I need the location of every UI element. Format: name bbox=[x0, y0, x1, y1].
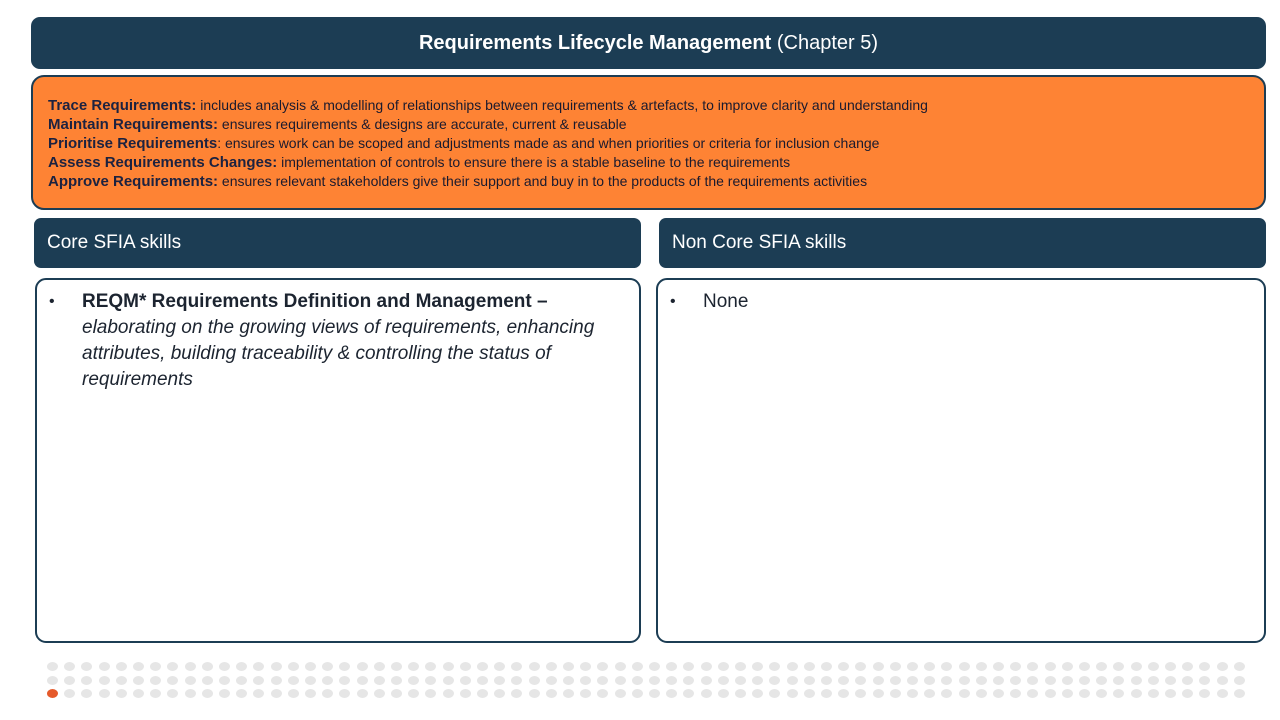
progress-dot bbox=[632, 662, 643, 671]
progress-dot bbox=[632, 676, 643, 685]
progress-dot bbox=[563, 662, 574, 671]
progress-dot bbox=[167, 662, 178, 671]
progress-dot bbox=[1096, 689, 1107, 698]
progress-dot bbox=[288, 662, 299, 671]
progress-dot bbox=[701, 676, 712, 685]
progress-dot bbox=[116, 676, 127, 685]
progress-dot bbox=[666, 662, 677, 671]
progress-dot bbox=[1148, 676, 1159, 685]
progress-dot bbox=[666, 689, 677, 698]
progress-dot bbox=[185, 676, 196, 685]
progress-dot bbox=[804, 662, 815, 671]
progress-dot bbox=[81, 676, 92, 685]
progress-dot bbox=[941, 662, 952, 671]
progress-dot bbox=[357, 689, 368, 698]
progress-dot bbox=[769, 662, 780, 671]
progress-dot bbox=[787, 676, 798, 685]
activities-panel bbox=[31, 75, 1266, 210]
progress-dot bbox=[185, 662, 196, 671]
non-core-skill-text: None bbox=[703, 291, 749, 312]
progress-dot bbox=[873, 676, 884, 685]
activity-term: Assess Requirements Changes: bbox=[48, 154, 278, 171]
progress-dot bbox=[1217, 689, 1228, 698]
progress-dot bbox=[374, 689, 385, 698]
progress-dot bbox=[1234, 689, 1245, 698]
progress-dot bbox=[1113, 662, 1124, 671]
progress-dot bbox=[81, 662, 92, 671]
progress-dot bbox=[1079, 689, 1090, 698]
progress-dot bbox=[1165, 662, 1176, 671]
progress-dot bbox=[477, 662, 488, 671]
progress-dot bbox=[477, 676, 488, 685]
progress-dot bbox=[99, 662, 110, 671]
activity-term: Maintain Requirements: bbox=[48, 116, 219, 133]
progress-dot bbox=[494, 662, 505, 671]
progress-dot bbox=[408, 662, 419, 671]
progress-dot bbox=[288, 689, 299, 698]
progress-dot bbox=[511, 676, 522, 685]
progress-dot bbox=[1199, 676, 1210, 685]
progress-dot bbox=[1045, 689, 1056, 698]
progress-dot bbox=[1062, 662, 1073, 671]
progress-dot bbox=[907, 676, 918, 685]
progress-dot bbox=[322, 662, 333, 671]
progress-dot bbox=[718, 689, 729, 698]
progress-dot bbox=[718, 662, 729, 671]
progress-dot bbox=[219, 689, 230, 698]
progress-dot bbox=[941, 676, 952, 685]
progress-dot bbox=[236, 662, 247, 671]
progress-dot bbox=[1096, 676, 1107, 685]
progress-dot bbox=[408, 689, 419, 698]
progress-dot bbox=[752, 662, 763, 671]
slide-title bbox=[31, 17, 1266, 69]
progress-dot bbox=[924, 676, 935, 685]
progress-dot bbox=[47, 662, 58, 671]
progress-dot bbox=[580, 689, 591, 698]
progress-dot bbox=[890, 676, 901, 685]
progress-dot bbox=[150, 676, 161, 685]
progress-dot bbox=[305, 676, 316, 685]
progress-dot bbox=[339, 689, 350, 698]
progress-dot bbox=[1096, 662, 1107, 671]
progress-dot bbox=[546, 662, 557, 671]
activity-desc: ensures relevant stakeholders give their support and buy in to the products of the requirements activities bbox=[218, 173, 868, 189]
progress-dot bbox=[271, 676, 282, 685]
progress-dot bbox=[391, 689, 402, 698]
progress-dot bbox=[1199, 662, 1210, 671]
bullet-icon: • bbox=[49, 293, 55, 310]
progress-dot bbox=[649, 662, 660, 671]
progress-dot bbox=[253, 676, 264, 685]
progress-dot bbox=[1062, 689, 1073, 698]
progress-dot bbox=[202, 662, 213, 671]
progress-dot bbox=[1234, 662, 1245, 671]
progress-dot bbox=[546, 676, 557, 685]
progress-dot bbox=[976, 676, 987, 685]
progress-dot bbox=[1113, 689, 1124, 698]
progress-dot bbox=[339, 676, 350, 685]
activity-term: Prioritise Requirements bbox=[48, 135, 218, 152]
progress-dot bbox=[99, 689, 110, 698]
progress-dot bbox=[529, 662, 540, 671]
progress-dot bbox=[1027, 676, 1038, 685]
progress-dot bbox=[322, 689, 333, 698]
progress-dot bbox=[443, 689, 454, 698]
activity-item bbox=[48, 96, 1264, 115]
core-skill-name: REQM* Requirements Definition and Management – bbox=[82, 291, 548, 312]
progress-dot bbox=[769, 689, 780, 698]
non-core-skills-box bbox=[656, 278, 1266, 643]
progress-dot bbox=[873, 662, 884, 671]
progress-dot bbox=[666, 676, 677, 685]
progress-dot bbox=[597, 662, 608, 671]
progress-dot bbox=[615, 676, 626, 685]
progress-dot bbox=[202, 689, 213, 698]
progress-dot bbox=[821, 662, 832, 671]
progress-dot bbox=[649, 689, 660, 698]
progress-dot bbox=[683, 689, 694, 698]
progress-dot bbox=[305, 689, 316, 698]
progress-dot bbox=[769, 676, 780, 685]
progress-dot bbox=[649, 676, 660, 685]
progress-dot bbox=[1199, 689, 1210, 698]
progress-dot bbox=[219, 676, 230, 685]
activity-desc: includes analysis & modelling of relationships between requirements & artefacts, to improve clarity and understanding bbox=[196, 97, 928, 113]
progress-dot bbox=[511, 689, 522, 698]
progress-dot bbox=[787, 662, 798, 671]
progress-dot bbox=[838, 676, 849, 685]
progress-dot bbox=[374, 662, 385, 671]
progress-dot bbox=[460, 689, 471, 698]
progress-dot bbox=[1079, 676, 1090, 685]
slide-title-chapter: (Chapter 5) bbox=[776, 31, 879, 54]
activity-desc: : ensures work can be scoped and adjustments made as and when priorities or criteria for inclusion change bbox=[217, 135, 880, 151]
progress-dot bbox=[597, 676, 608, 685]
slide-title-main: Requirements Lifecycle Management bbox=[418, 31, 772, 54]
activity-item bbox=[48, 153, 1264, 172]
progress-dot bbox=[1131, 689, 1142, 698]
progress-dot bbox=[116, 662, 127, 671]
progress-dot bbox=[1027, 662, 1038, 671]
progress-dot bbox=[357, 676, 368, 685]
progress-dot bbox=[253, 689, 264, 698]
progress-dot bbox=[993, 676, 1004, 685]
progress-dot bbox=[391, 662, 402, 671]
progress-dot bbox=[185, 689, 196, 698]
progress-dot bbox=[804, 689, 815, 698]
progress-dot bbox=[1148, 662, 1159, 671]
activity-desc: ensures requirements & designs are accurate, current & reusable bbox=[218, 116, 627, 132]
progress-dot bbox=[1045, 676, 1056, 685]
non-core-skills-header: Non Core SFIA skills bbox=[659, 218, 1266, 268]
progress-dot bbox=[1182, 662, 1193, 671]
progress-dot bbox=[133, 676, 144, 685]
core-skills-box bbox=[35, 278, 641, 643]
progress-dot bbox=[1182, 676, 1193, 685]
progress-dot bbox=[546, 689, 557, 698]
progress-dot bbox=[47, 689, 58, 698]
progress-dot bbox=[357, 662, 368, 671]
progress-dot bbox=[477, 689, 488, 698]
progress-dot bbox=[683, 676, 694, 685]
progress-dot bbox=[167, 676, 178, 685]
slide-progress-dots bbox=[47, 662, 1237, 702]
progress-dot bbox=[271, 662, 282, 671]
progress-dot bbox=[1027, 689, 1038, 698]
progress-dot bbox=[529, 689, 540, 698]
core-skill-description: elaborating on the growing views of requirements, enhancing attributes, building traceability & controlling the status of requirements bbox=[82, 317, 595, 390]
progress-dot bbox=[425, 689, 436, 698]
activity-term: Trace Requirements: bbox=[48, 97, 197, 114]
progress-dot bbox=[374, 676, 385, 685]
progress-dot bbox=[873, 689, 884, 698]
progress-dot bbox=[443, 676, 454, 685]
progress-dot bbox=[563, 689, 574, 698]
progress-dot bbox=[941, 689, 952, 698]
progress-dot bbox=[959, 689, 970, 698]
progress-dot bbox=[1165, 676, 1176, 685]
progress-dot bbox=[787, 689, 798, 698]
progress-dot bbox=[460, 662, 471, 671]
progress-dot bbox=[632, 689, 643, 698]
core-skill-item bbox=[49, 289, 629, 393]
progress-dot bbox=[47, 676, 58, 685]
progress-dot bbox=[890, 662, 901, 671]
progress-dot bbox=[99, 676, 110, 685]
progress-dot bbox=[64, 662, 75, 671]
progress-dot bbox=[1010, 676, 1021, 685]
progress-dot bbox=[219, 662, 230, 671]
progress-dot bbox=[993, 662, 1004, 671]
progress-dot bbox=[597, 689, 608, 698]
progress-dot bbox=[1113, 676, 1124, 685]
progress-dot bbox=[701, 689, 712, 698]
progress-dot bbox=[976, 689, 987, 698]
progress-dot bbox=[133, 662, 144, 671]
progress-dot bbox=[150, 689, 161, 698]
progress-dot bbox=[443, 662, 454, 671]
progress-dot bbox=[253, 662, 264, 671]
progress-dot bbox=[1217, 662, 1228, 671]
progress-dot bbox=[838, 662, 849, 671]
activity-desc: implementation of controls to ensure there is a stable baseline to the requirements bbox=[277, 154, 791, 170]
progress-dot bbox=[890, 689, 901, 698]
progress-dot bbox=[408, 676, 419, 685]
activity-item bbox=[48, 115, 1264, 134]
progress-dot bbox=[511, 662, 522, 671]
progress-dot bbox=[701, 662, 712, 671]
progress-dot bbox=[460, 676, 471, 685]
progress-dot bbox=[150, 662, 161, 671]
progress-dot bbox=[1079, 662, 1090, 671]
progress-dot bbox=[167, 689, 178, 698]
progress-dot bbox=[718, 676, 729, 685]
progress-dot bbox=[959, 676, 970, 685]
progress-dot bbox=[425, 662, 436, 671]
progress-dot bbox=[271, 689, 282, 698]
progress-dot bbox=[855, 676, 866, 685]
progress-dot bbox=[752, 689, 763, 698]
progress-dot bbox=[855, 689, 866, 698]
progress-dot bbox=[236, 676, 247, 685]
progress-dot bbox=[81, 689, 92, 698]
progress-dot bbox=[907, 662, 918, 671]
progress-dot bbox=[1062, 676, 1073, 685]
progress-dot bbox=[1010, 662, 1021, 671]
progress-dot bbox=[907, 689, 918, 698]
activity-item bbox=[48, 134, 1264, 153]
progress-dot bbox=[1010, 689, 1021, 698]
progress-dot bbox=[735, 662, 746, 671]
progress-dot bbox=[752, 676, 763, 685]
progress-dot bbox=[339, 662, 350, 671]
non-core-skill-item bbox=[670, 289, 1250, 315]
progress-dot bbox=[993, 689, 1004, 698]
progress-dot bbox=[1045, 662, 1056, 671]
progress-dot bbox=[821, 676, 832, 685]
progress-dot bbox=[615, 662, 626, 671]
progress-dot bbox=[1131, 676, 1142, 685]
progress-dot bbox=[804, 676, 815, 685]
progress-dot bbox=[1182, 689, 1193, 698]
progress-dot bbox=[494, 689, 505, 698]
progress-dot bbox=[580, 662, 591, 671]
progress-dot bbox=[735, 689, 746, 698]
progress-dot bbox=[425, 676, 436, 685]
progress-dot bbox=[976, 662, 987, 671]
progress-dot bbox=[64, 689, 75, 698]
progress-dot bbox=[305, 662, 316, 671]
progress-dot bbox=[959, 662, 970, 671]
progress-dot bbox=[288, 676, 299, 685]
progress-dot bbox=[1234, 676, 1245, 685]
progress-dot bbox=[615, 689, 626, 698]
bullet-icon: • bbox=[670, 293, 676, 310]
activity-term: Approve Requirements: bbox=[48, 173, 219, 190]
progress-dot bbox=[64, 676, 75, 685]
core-skills-header: Core SFIA skills bbox=[34, 218, 641, 268]
progress-dot bbox=[116, 689, 127, 698]
progress-dot bbox=[494, 676, 505, 685]
progress-dot bbox=[855, 662, 866, 671]
progress-dot bbox=[1131, 662, 1142, 671]
progress-dot bbox=[735, 676, 746, 685]
progress-dot bbox=[580, 676, 591, 685]
progress-dot bbox=[1148, 689, 1159, 698]
progress-dot bbox=[529, 676, 540, 685]
progress-dot bbox=[683, 662, 694, 671]
progress-dot bbox=[322, 676, 333, 685]
progress-dot bbox=[202, 676, 213, 685]
progress-dot bbox=[924, 689, 935, 698]
progress-dot bbox=[1217, 676, 1228, 685]
progress-dot bbox=[924, 662, 935, 671]
progress-dot bbox=[821, 689, 832, 698]
activity-item bbox=[48, 172, 1264, 191]
progress-dot bbox=[1165, 689, 1176, 698]
progress-dot bbox=[838, 689, 849, 698]
progress-dot bbox=[236, 689, 247, 698]
progress-dot bbox=[133, 689, 144, 698]
progress-dot bbox=[391, 676, 402, 685]
progress-dot bbox=[563, 676, 574, 685]
